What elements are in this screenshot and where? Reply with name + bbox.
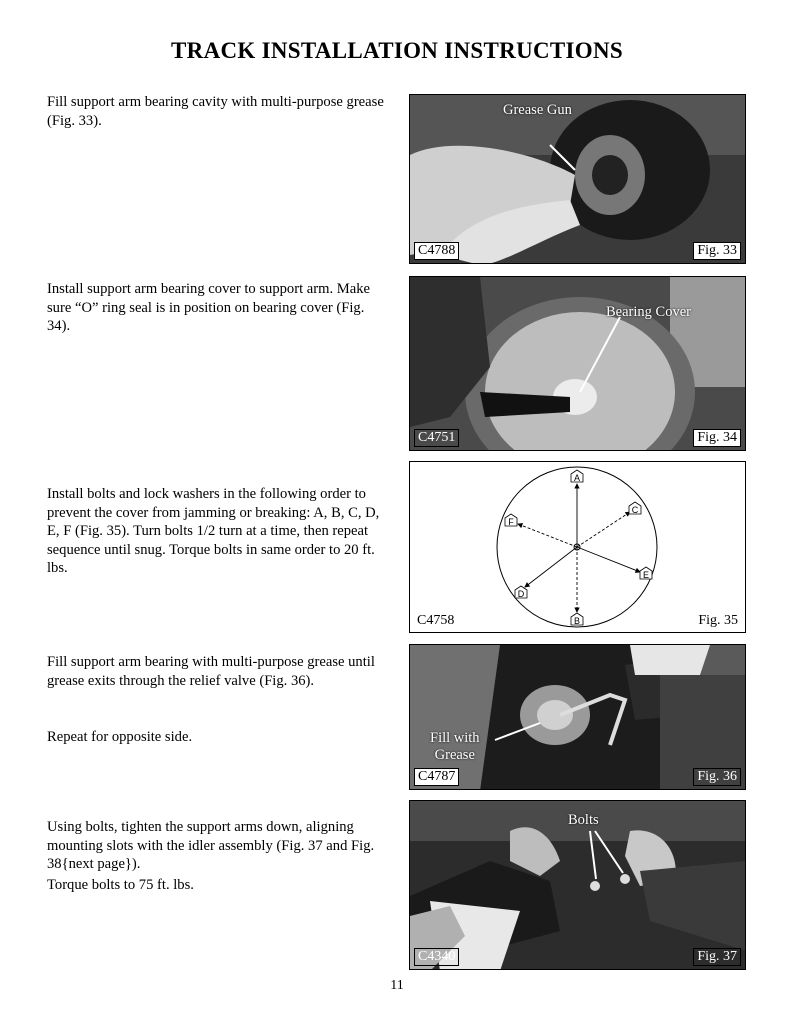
figure-code: C4751 [414, 429, 459, 447]
step-install-bolts: Install bolts and lock washers in the following order to prevent the cover from jamming or breaking: A, B, C, D, E, F (Fig. 35). Turn bolts 1/2 turn at a time, then repeat sequence until snug. Torque bolts in same order to 20 ft. lbs. [47, 486, 380, 576]
callout-bolts: Bolts [568, 812, 599, 828]
bolt-label-d: D [517, 589, 525, 599]
bolt-sequence-diagram [410, 462, 746, 633]
figure-code: C4340 [414, 948, 459, 966]
step-fill-bearing: Fill support arm bearing with multi-purpose grease until grease exits through the relief valve (Fig. 36). [47, 654, 375, 689]
figure-label: Fig. 37 [693, 948, 741, 966]
step-tighten-arms: Using bolts, tighten the support arms down, aligning mounting slots with the idler assembly (Fig. 37 and Fig. 38{next page}). [47, 819, 375, 872]
figure-code: C4788 [414, 242, 459, 260]
figure-code: C4758 [414, 613, 457, 629]
figure-34 [409, 276, 746, 451]
step-repeat: Repeat for opposite side. [47, 729, 193, 745]
callout-line: Grease [434, 747, 475, 763]
figure-label: Fig. 33 [693, 242, 741, 260]
figure-label: Fig. 36 [693, 768, 741, 786]
bolt-label-f: F [508, 517, 514, 527]
bolt-label-a: A [573, 473, 581, 483]
callout-grease-gun: Grease Gun [503, 102, 572, 118]
step-fill-cavity: Fill support arm bearing cavity with multi-purpose grease (Fig. 33). [47, 94, 384, 129]
bolt-label-b: B [573, 616, 581, 626]
step-torque: Torque bolts to 75 ft. lbs. [47, 877, 194, 893]
page-number: 11 [390, 978, 404, 993]
step-install-cover: Install support arm bearing cover to support arm. Make sure “O” ring seal is in position on bearing cover (Fig. 34). [47, 281, 371, 334]
figure-label: Fig. 34 [693, 429, 741, 447]
page-title: TRACK INSTALLATION INSTRUCTIONS [171, 38, 623, 63]
figure-36 [409, 644, 746, 790]
figure-33 [409, 94, 746, 264]
figure-code: C4787 [414, 768, 459, 786]
figure-37 [409, 800, 746, 970]
callout-bearing-cover: Bearing Cover [606, 304, 691, 320]
callout-line: Fill with [430, 730, 480, 746]
figure-35 [409, 461, 746, 633]
callout-fill-grease [430, 730, 480, 764]
bolt-label-c: C [631, 505, 639, 515]
bearing-cover-photo [410, 277, 746, 451]
grease-gun-photo [410, 95, 746, 264]
bolt-label-e: E [642, 570, 650, 580]
figure-label: Fig. 35 [695, 613, 741, 629]
